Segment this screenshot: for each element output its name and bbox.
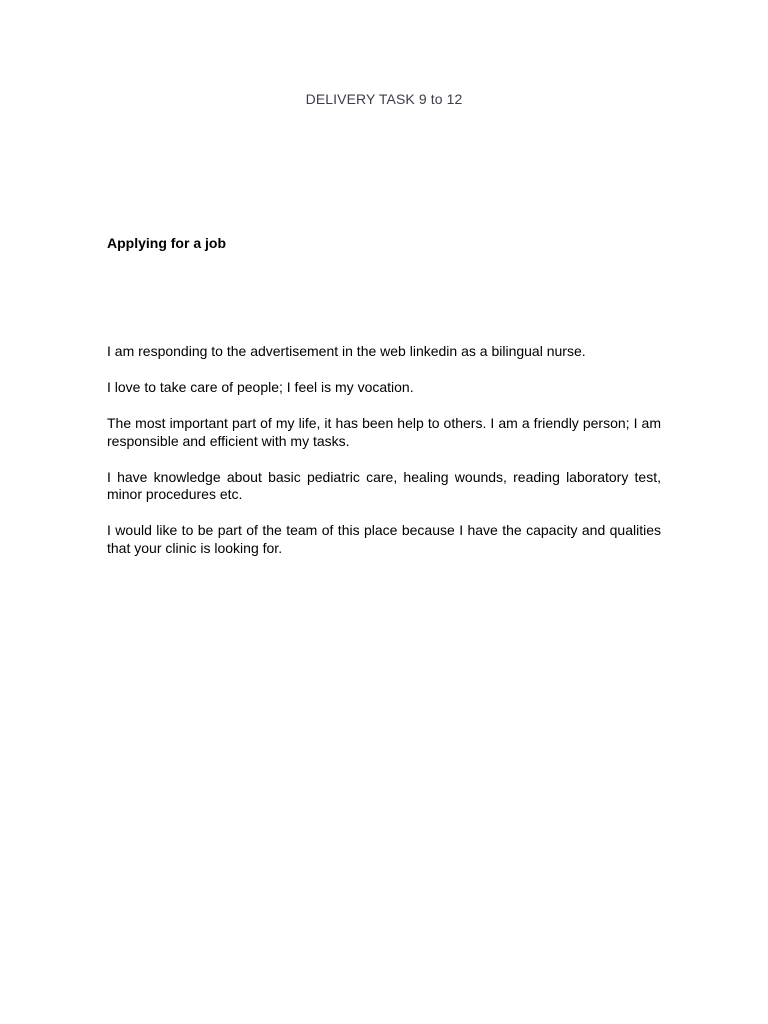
body-paragraph: I have knowledge about basic pediatric care, healing wounds, reading laboratory test, minor procedures etc. bbox=[107, 468, 661, 502]
body-paragraph: I love to take care of people; I feel is my vocation. bbox=[107, 379, 414, 395]
body-paragraph: I would like to be part of the team of this place because I have the capacity and qualities that your clinic is looking for. bbox=[107, 522, 661, 556]
document-title: DELIVERY TASK 9 to 12 bbox=[305, 91, 463, 107]
section-heading: Applying for a job bbox=[107, 235, 226, 251]
body-paragraph: The most important part of my life, it has been help to others. I am a friendly person; I am responsible and efficient with my tasks. bbox=[107, 415, 661, 449]
letter-body bbox=[107, 343, 661, 576]
body-paragraph: I am responding to the advertisement in the web linkedin as a bilingual nurse. bbox=[107, 343, 586, 359]
